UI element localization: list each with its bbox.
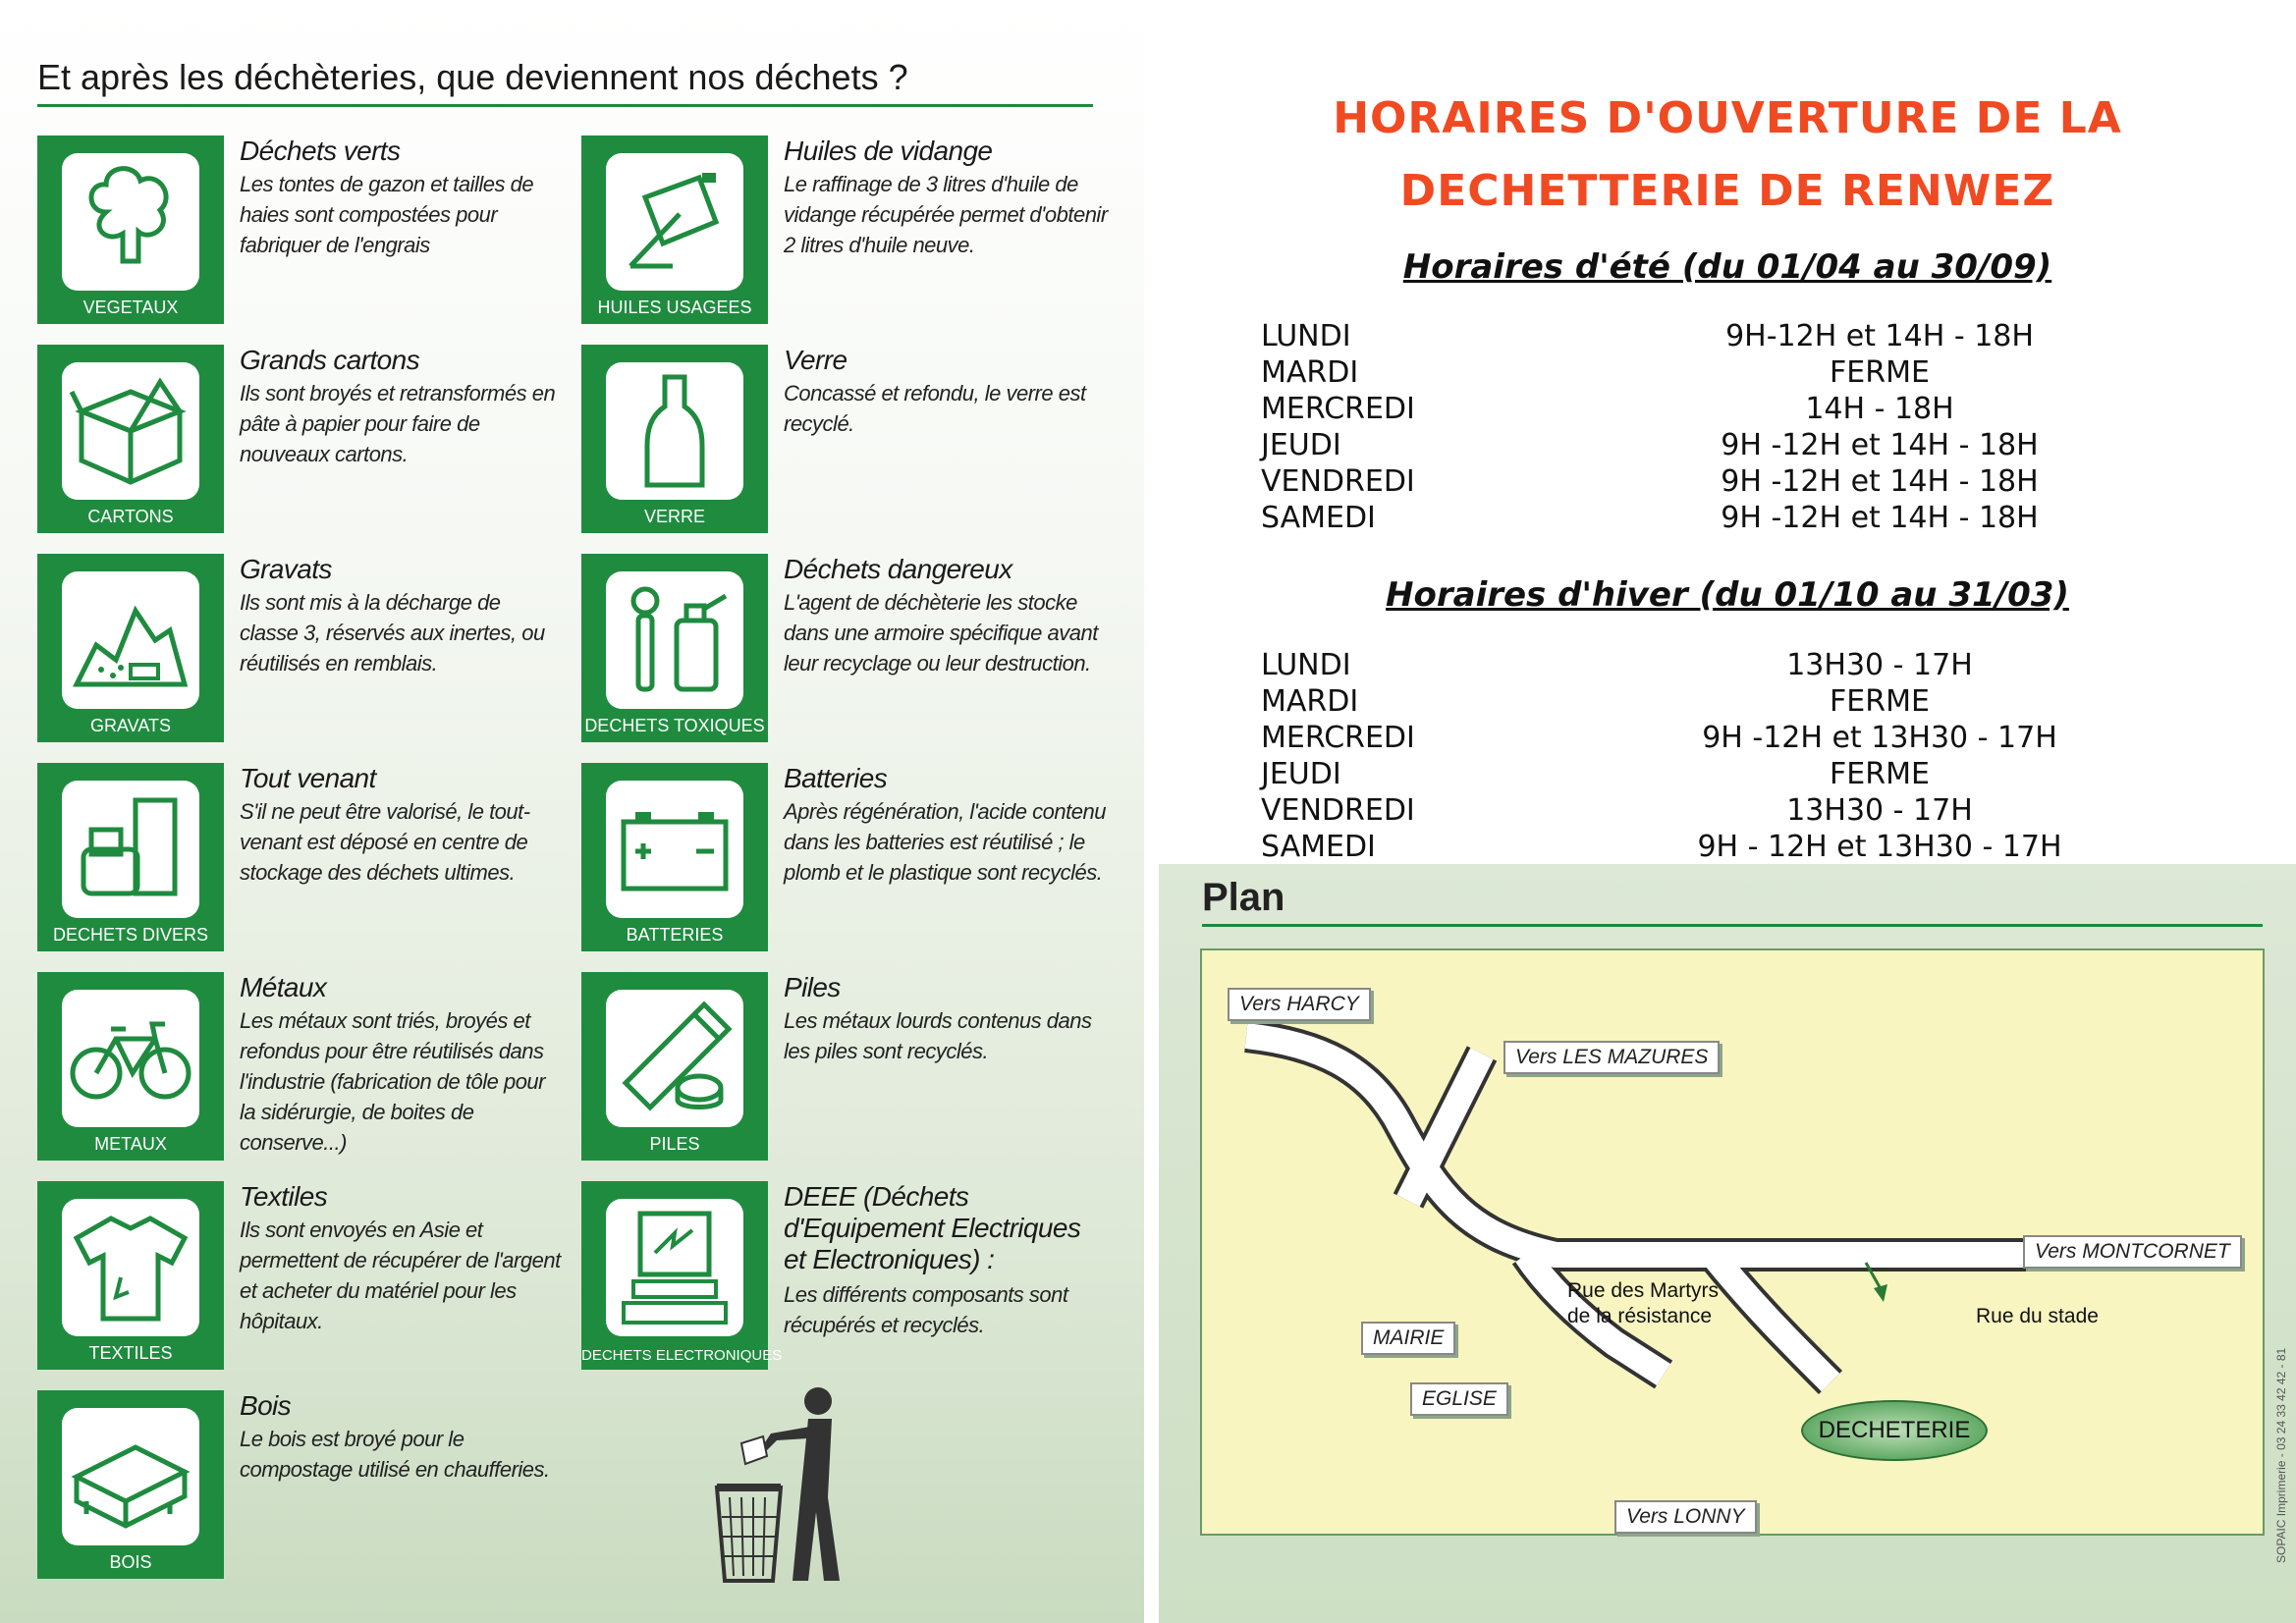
page-title: Et après les déchèteries, que deviennent nos déchets ? (37, 57, 1093, 107)
item-desc: Ils sont envoyés en Asie et permettent de récupérer de l'argent et acheter du matériel pour les hôpitaux. (240, 1217, 561, 1333)
schedule-panel (1159, 0, 2296, 864)
summer-title: Horaires d'été (du 01/04 au 30/09) (1402, 247, 2052, 287)
icon-label: VERRE (643, 507, 705, 526)
item-title: Batteries (784, 763, 888, 793)
item-piles (581, 972, 1112, 1163)
street-label: Rue des Martyrs de la résistance (1567, 1279, 1720, 1327)
icon-label: CARTONS (87, 507, 174, 526)
item-gravats (37, 554, 568, 745)
icon-tile (37, 345, 224, 533)
item-desc: S'il ne peut être valorisé, le tout-venant est déposé en centre de stockage des déchets ultimes. (240, 799, 530, 885)
icon-tile (37, 135, 224, 324)
icon-label: BOIS (109, 1552, 152, 1572)
sign-mairie: MAIRIE (1361, 1322, 1455, 1355)
item-desc: Après régénération, l'acide contenu dans les batteries est réutilisé ; le plomb et le plastique sont recyclés. (784, 799, 1106, 885)
item-desc: Concassé et refondu, le verre est recyclé. (784, 381, 1086, 436)
icon-tile (581, 1181, 783, 1370)
battery-icon (606, 781, 743, 918)
schedule-row: JEUDI 9H -12H et 14H - 18H (1261, 428, 2039, 462)
icon-tile (37, 1181, 224, 1370)
item-title: DEEE (Déchets d'Equipement Electriques et Electroniques) : (784, 1181, 1081, 1274)
icon-tile (37, 554, 224, 742)
item-title: Piles (784, 972, 841, 1002)
item-title: Bois (240, 1390, 292, 1421)
sign-eglise: EGLISE (1410, 1382, 1508, 1416)
icon-tile (37, 972, 224, 1161)
oil-can-icon (606, 153, 743, 291)
icon-label: GRAVATS (89, 716, 171, 735)
wood-icon (62, 1408, 199, 1545)
tree-icon (62, 153, 199, 291)
schedule-row: SAMEDI 9H -12H et 14H - 18H (1261, 501, 2039, 535)
schedule-row: MERCREDI 14H - 18H (1261, 392, 1954, 426)
icon-label: PILES (649, 1134, 700, 1154)
recycling-info-panel (0, 0, 1144, 1623)
rubble-icon (62, 571, 199, 709)
icon-tile (581, 763, 768, 951)
item-title: Tout venant (240, 763, 376, 793)
item-title: Grands cartons (240, 345, 420, 375)
item-metaux (37, 972, 568, 1163)
icon-label: HUILES USAGEES (597, 298, 752, 317)
icon-tile (581, 345, 768, 533)
item-title: Déchets dangereux (784, 554, 1012, 584)
schedule-row: JEUDI FERME (1261, 757, 1930, 791)
computer-icon (606, 1199, 743, 1336)
sign-mazures: Vers LES MAZURES (1503, 1041, 1720, 1074)
schedule-row: MARDI FERME (1261, 355, 1930, 390)
item-title: Métaux (240, 972, 327, 1002)
icon-label: BATTERIES (626, 925, 724, 945)
item-cartons (37, 345, 568, 536)
item-huiles (581, 135, 1112, 327)
schedule-row: VENDREDI 13H30 - 17H (1261, 793, 1973, 828)
schedule-row: LUNDI 9H-12H et 14H - 18H (1261, 319, 2034, 353)
icon-label: DECHETS ELECTRONIQUES (581, 1347, 783, 1364)
item-bois (37, 1390, 568, 1582)
item-desc: Ils sont mis à la décharge de classe 3, réservés aux inertes, ou réutilisés en remblais. (240, 590, 545, 676)
furniture-icon (62, 781, 199, 918)
decheterie-marker: DECHETERIE (1801, 1400, 1988, 1461)
icon-tile (581, 972, 768, 1161)
box-icon (62, 362, 199, 500)
schedule-title: HORAIRES D'OUVERTURE DE LA DECHETTERIE DE RENWEZ (1333, 93, 2122, 216)
street-label: Rue du stade (1976, 1305, 2099, 1327)
schedule-row: MARDI FERME (1261, 684, 1930, 719)
icon-label: DECHETS DIVERS (52, 925, 209, 945)
item-textiles (37, 1181, 568, 1373)
item-verre (581, 345, 1112, 536)
item-title: Verre (784, 345, 847, 375)
bottle-icon (606, 362, 743, 500)
item-desc: Le raffinage de 3 litres d'huile de vidange récupérée permet d'obtenir 2 litres d'huile neuve. (784, 172, 1108, 257)
item-desc: Les différents composants sont récupérés et recyclés. (784, 1282, 1068, 1337)
sign-harcy: Vers HARCY (1228, 988, 1371, 1021)
sign-lonny: Vers LONNY (1614, 1500, 1757, 1534)
item-desc: Le bois est broyé pour le compostage utilisé en chaufferies. (240, 1427, 550, 1482)
item-vegetaux (37, 135, 568, 327)
bicycle-icon (62, 990, 199, 1127)
item-title: Gravats (240, 554, 332, 584)
item-desc: L'agent de déchèterie les stocke dans une armoire spécifique avant leur recyclage ou leur destruction. (784, 590, 1098, 676)
icon-tile (37, 763, 224, 951)
winter-title: Horaires d'hiver (du 01/10 au 31/03) (1386, 575, 2069, 615)
icon-tile (581, 135, 768, 324)
sign-montcornet: Vers MONTCORNET (2023, 1235, 2242, 1269)
item-title: Déchets verts (240, 135, 401, 166)
plan-panel (1159, 864, 2296, 1623)
plan-title: Plan (1202, 876, 2263, 927)
item-desc: Les métaux sont triés, broyés et refondus pour être réutilisés dans l'industrie (fabrication de tôle pour la sidérurgie, de boites de conserve...) (240, 1008, 545, 1155)
icon-label: DECHETS TOXIQUES (584, 716, 765, 735)
schedule-row: VENDREDI 9H -12H et 14H - 18H (1261, 464, 2039, 499)
map (1200, 948, 2265, 1536)
printer-credit: SOPAIC Imprimerie - 03 24 33 42 42 - 81 (2274, 1347, 2288, 1563)
icon-label: METAUX (94, 1134, 167, 1154)
icon-tile (581, 554, 768, 742)
item-electroniques (581, 1181, 1112, 1373)
icon-tile (37, 1390, 224, 1579)
cell-battery-icon (606, 990, 743, 1127)
item-divers (37, 763, 568, 954)
item-desc: Les métaux lourds contenus dans les piles sont recyclés. (784, 1008, 1092, 1063)
item-batteries (581, 763, 1112, 954)
schedule-row: MERCREDI 9H -12H et 13H30 - 17H (1261, 721, 2057, 755)
shirt-icon (62, 1199, 199, 1336)
item-toxiques (581, 554, 1112, 745)
spray-icon (606, 571, 743, 709)
item-title: Textiles (240, 1181, 328, 1212)
item-desc: Ils sont broyés et retransformés en pâte à papier pour faire de nouveaux cartons. (240, 381, 556, 466)
icon-label: TEXTILES (88, 1343, 173, 1363)
item-title: Huiles de vidange (784, 135, 993, 166)
schedule-row: SAMEDI 9H - 12H et 13H30 - 17H (1261, 830, 2062, 864)
schedule-row: LUNDI 13H30 - 17H (1261, 648, 1973, 682)
person-throwing-trash-icon (702, 1380, 879, 1586)
icon-label: VEGETAUX (82, 298, 179, 317)
item-desc: Les tontes de gazon et tailles de haies sont compostées pour fabriquer de l'engrais (240, 172, 534, 257)
